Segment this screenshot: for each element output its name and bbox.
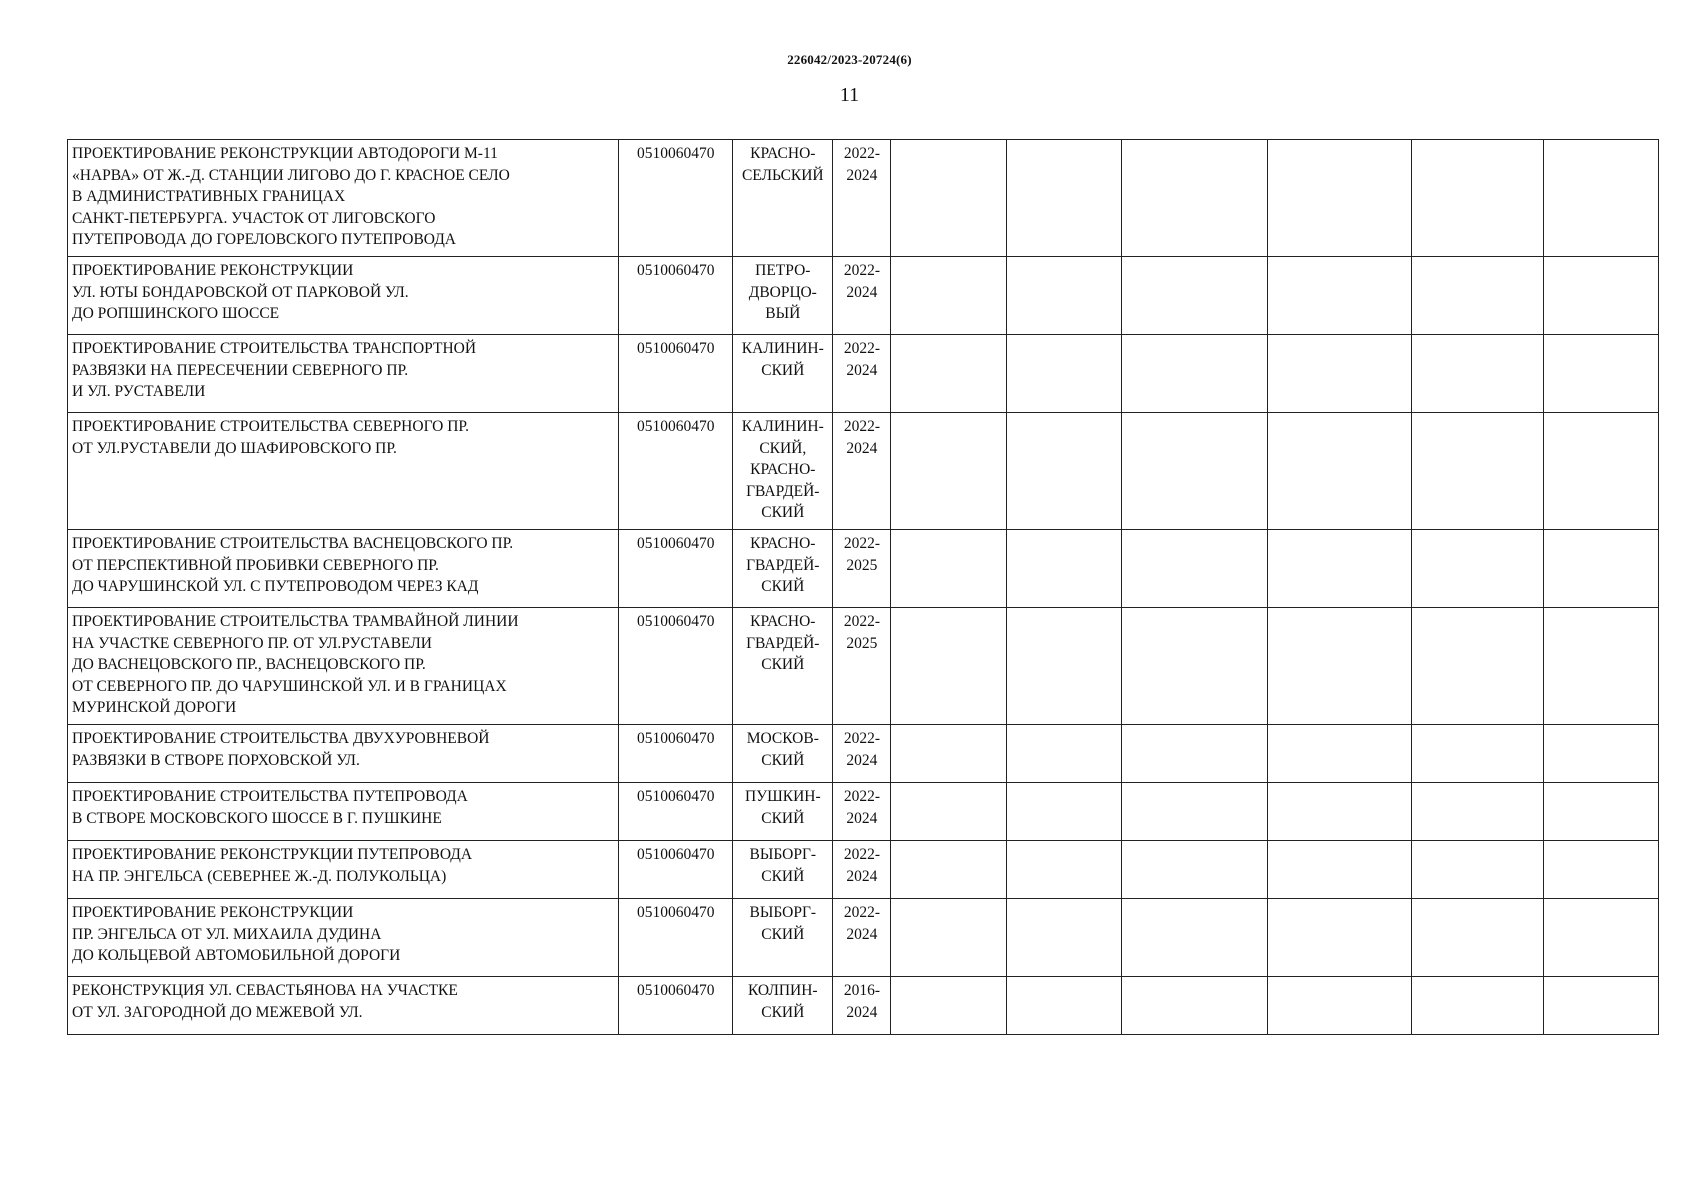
empty-cell <box>891 530 1006 608</box>
empty-cell <box>1121 530 1267 608</box>
project-name-cell: РЕКОНСТРУКЦИЯ УЛ. СЕВАСТЬЯНОВА НА УЧАСТКЕ ОТ УЛ. ЗАГОРОДНОЙ ДО МЕЖЕВОЙ УЛ. <box>68 977 619 1035</box>
project-name-cell: ПРОЕКТИРОВАНИЕ СТРОИТЕЛЬСТВА ВАСНЕЦОВСКОГО ПР. ОТ ПЕРСПЕКТИВНОЙ ПРОБИВКИ СЕВЕРНОГО ПР. ДО ЧАРУШИНСКОЙ УЛ. С ПУТЕПРОВОДОМ ЧЕРЕЗ КАД <box>68 530 619 608</box>
budget-code-cell: 0510060470 <box>619 977 733 1035</box>
project-name-cell: ПРОЕКТИРОВАНИЕ СТРОИТЕЛЬСТВА ТРАМВАЙНОЙ ЛИНИИ НА УЧАСТКЕ СЕВЕРНОГО ПР. ОТ УЛ.РУСТАВЕЛИ ДО ВАСНЕЦОВСКОГО ПР., ВАСНЕЦОВСКОГО ПР. ОТ СЕВЕРНОГО ПР. ДО ЧАРУШИНСКОЙ УЛ. И В ГРАНИЦАХ МУРИНСКОЙ ДОРОГИ <box>68 608 619 725</box>
district-cell: КРАСНО- СЕЛЬСКИЙ <box>733 140 833 257</box>
years-cell: 2022- 2024 <box>833 335 891 413</box>
empty-cell <box>1006 783 1121 841</box>
empty-cell <box>1268 140 1412 257</box>
project-name-cell: ПРОЕКТИРОВАНИЕ СТРОИТЕЛЬСТВА ДВУХУРОВНЕВОЙ РАЗВЯЗКИ В СТВОРЕ ПОРХОВСКОЙ УЛ. <box>68 725 619 783</box>
empty-cell <box>1412 783 1543 841</box>
empty-cell <box>891 413 1006 530</box>
table-row <box>68 725 1659 783</box>
years-cell: 2022- 2025 <box>833 530 891 608</box>
district-cell: КАЛИНИН- СКИЙ <box>733 335 833 413</box>
empty-cell <box>891 608 1006 725</box>
empty-cell <box>891 899 1006 977</box>
years-cell: 2022- 2024 <box>833 413 891 530</box>
empty-cell <box>1543 608 1658 725</box>
empty-cell <box>1412 977 1543 1035</box>
empty-cell <box>891 140 1006 257</box>
empty-cell <box>1006 977 1121 1035</box>
empty-cell <box>1543 257 1658 335</box>
table-row <box>68 608 1659 725</box>
table-row <box>68 783 1659 841</box>
years-cell: 2022- 2024 <box>833 841 891 899</box>
empty-cell <box>1006 899 1121 977</box>
district-cell: МОСКОВ- СКИЙ <box>733 725 833 783</box>
years-cell: 2022- 2025 <box>833 608 891 725</box>
table-row <box>68 257 1659 335</box>
empty-cell <box>1268 841 1412 899</box>
years-cell: 2022- 2024 <box>833 257 891 335</box>
empty-cell <box>1006 841 1121 899</box>
empty-cell <box>1121 608 1267 725</box>
empty-cell <box>1006 140 1121 257</box>
empty-cell <box>1006 257 1121 335</box>
district-cell: КРАСНО- ГВАРДЕЙ- СКИЙ <box>733 608 833 725</box>
project-name-cell: ПРОЕКТИРОВАНИЕ РЕКОНСТРУКЦИИ АВТОДОРОГИ М-11 «НАРВА» ОТ Ж.-Д. СТАНЦИИ ЛИГОВО ДО Г. КРАСНОЕ СЕЛО В АДМИНИСТРАТИВНЫХ ГРАНИЦАХ САНКТ-ПЕТЕРБУРГА. УЧАСТОК ОТ ЛИГОВСКОГО ПУТЕПРОВОДА ДО ГОРЕЛОВСКОГО ПУТЕПРОВОДА <box>68 140 619 257</box>
empty-cell <box>1268 413 1412 530</box>
years-cell: 2022- 2024 <box>833 899 891 977</box>
budget-code-cell: 0510060470 <box>619 783 733 841</box>
empty-cell <box>1121 977 1267 1035</box>
budget-code-cell: 0510060470 <box>619 413 733 530</box>
empty-cell <box>1543 530 1658 608</box>
budget-code-cell: 0510060470 <box>619 530 733 608</box>
empty-cell <box>1268 783 1412 841</box>
empty-cell <box>891 335 1006 413</box>
years-cell: 2016- 2024 <box>833 977 891 1035</box>
project-name-cell: ПРОЕКТИРОВАНИЕ СТРОИТЕЛЬСТВА ПУТЕПРОВОДА В СТВОРЕ МОСКОВСКОГО ШОССЕ В Г. ПУШКИНЕ <box>68 783 619 841</box>
empty-cell <box>1412 899 1543 977</box>
empty-cell <box>1006 608 1121 725</box>
project-name-cell: ПРОЕКТИРОВАНИЕ РЕКОНСТРУКЦИИ ПР. ЭНГЕЛЬСА ОТ УЛ. МИХАИЛА ДУДИНА ДО КОЛЬЦЕВОЙ АВТОМОБИЛЬНОЙ ДОРОГИ <box>68 899 619 977</box>
empty-cell <box>1543 725 1658 783</box>
empty-cell <box>1006 413 1121 530</box>
district-cell: КРАСНО- ГВАРДЕЙ- СКИЙ <box>733 530 833 608</box>
empty-cell <box>1543 140 1658 257</box>
empty-cell <box>1268 257 1412 335</box>
empty-cell <box>1543 841 1658 899</box>
projects-table <box>67 139 1659 1035</box>
years-cell: 2022- 2024 <box>833 725 891 783</box>
empty-cell <box>1412 257 1543 335</box>
empty-cell <box>1412 530 1543 608</box>
empty-cell <box>1006 530 1121 608</box>
empty-cell <box>1412 725 1543 783</box>
empty-cell <box>891 841 1006 899</box>
empty-cell <box>891 783 1006 841</box>
empty-cell <box>1268 335 1412 413</box>
empty-cell <box>1121 413 1267 530</box>
district-cell: ВЫБОРГ- СКИЙ <box>733 841 833 899</box>
empty-cell <box>1268 977 1412 1035</box>
empty-cell <box>1268 899 1412 977</box>
empty-cell <box>1412 335 1543 413</box>
empty-cell <box>1121 257 1267 335</box>
empty-cell <box>1543 899 1658 977</box>
table-row <box>68 841 1659 899</box>
empty-cell <box>1268 608 1412 725</box>
empty-cell <box>1268 530 1412 608</box>
empty-cell <box>1412 140 1543 257</box>
table-row <box>68 413 1659 530</box>
empty-cell <box>1006 725 1121 783</box>
district-cell: ПУШКИН- СКИЙ <box>733 783 833 841</box>
empty-cell <box>1543 977 1658 1035</box>
empty-cell <box>891 725 1006 783</box>
document-id: 226042/2023-20724(6) <box>787 52 912 67</box>
empty-cell <box>1268 725 1412 783</box>
budget-code-cell: 0510060470 <box>619 899 733 977</box>
district-cell: КОЛПИН- СКИЙ <box>733 977 833 1035</box>
table-row <box>68 140 1659 257</box>
years-cell: 2022- 2024 <box>833 783 891 841</box>
project-name-cell: ПРОЕКТИРОВАНИЕ РЕКОНСТРУКЦИИ ПУТЕПРОВОДА НА ПР. ЭНГЕЛЬСА (СЕВЕРНЕЕ Ж.-Д. ПОЛУКОЛЬЦА) <box>68 841 619 899</box>
empty-cell <box>1121 899 1267 977</box>
empty-cell <box>1412 413 1543 530</box>
empty-cell <box>1543 783 1658 841</box>
table-row <box>68 899 1659 977</box>
district-cell: КАЛИНИН- СКИЙ, КРАСНО- ГВАРДЕЙ- СКИЙ <box>733 413 833 530</box>
budget-code-cell: 0510060470 <box>619 841 733 899</box>
empty-cell <box>891 257 1006 335</box>
empty-cell <box>1006 335 1121 413</box>
table-row <box>68 530 1659 608</box>
empty-cell <box>1121 841 1267 899</box>
project-name-cell: ПРОЕКТИРОВАНИЕ РЕКОНСТРУКЦИИ УЛ. ЮТЫ БОНДАРОВСКОЙ ОТ ПАРКОВОЙ УЛ. ДО РОПШИНСКОГО ШОССЕ <box>68 257 619 335</box>
budget-code-cell: 0510060470 <box>619 608 733 725</box>
project-name-cell: ПРОЕКТИРОВАНИЕ СТРОИТЕЛЬСТВА ТРАНСПОРТНОЙ РАЗВЯЗКИ НА ПЕРЕСЕЧЕНИИ СЕВЕРНОГО ПР. И УЛ. РУСТАВЕЛИ <box>68 335 619 413</box>
empty-cell <box>1121 140 1267 257</box>
budget-code-cell: 0510060470 <box>619 257 733 335</box>
budget-code-cell: 0510060470 <box>619 725 733 783</box>
empty-cell <box>1121 725 1267 783</box>
district-cell: ВЫБОРГ- СКИЙ <box>733 899 833 977</box>
table-row <box>68 977 1659 1035</box>
empty-cell <box>1412 608 1543 725</box>
empty-cell <box>1543 335 1658 413</box>
table-row <box>68 335 1659 413</box>
budget-code-cell: 0510060470 <box>619 140 733 257</box>
empty-cell <box>1543 413 1658 530</box>
empty-cell <box>1121 335 1267 413</box>
district-cell: ПЕТРО- ДВОРЦО- ВЫЙ <box>733 257 833 335</box>
table-body <box>68 140 1659 1035</box>
budget-code-cell: 0510060470 <box>619 335 733 413</box>
empty-cell <box>1121 783 1267 841</box>
page-number: 11 <box>839 84 860 106</box>
project-name-cell: ПРОЕКТИРОВАНИЕ СТРОИТЕЛЬСТВА СЕВЕРНОГО ПР. ОТ УЛ.РУСТАВЕЛИ ДО ШАФИРОВСКОГО ПР. <box>68 413 619 530</box>
empty-cell <box>1412 841 1543 899</box>
years-cell: 2022- 2024 <box>833 140 891 257</box>
empty-cell <box>891 977 1006 1035</box>
